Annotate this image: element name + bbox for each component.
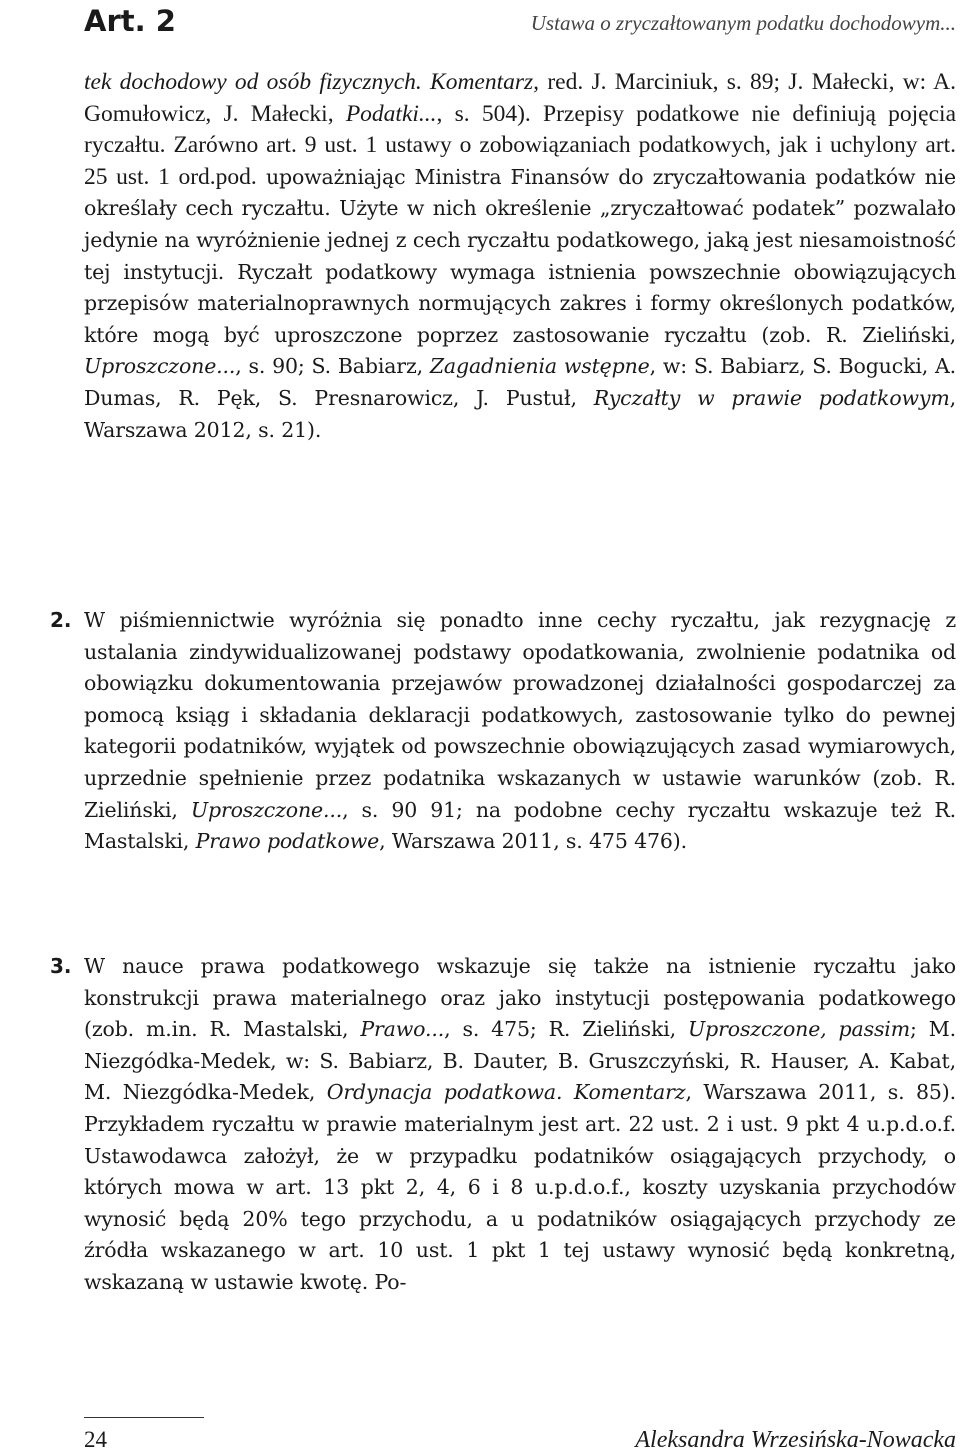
lead-italic-title: Podatki... [345,100,437,127]
commentary-item-2 [50,605,956,858]
italic-citation-3: Ryczałty w prawie podatkowym [593,385,950,410]
commentary-item-3 [50,951,956,1299]
item-text-2: , s. 475; R. Zieliński, [444,1017,688,1042]
footer-rule [84,1417,204,1418]
italic-citation-1: Uproszczone... [84,354,236,379]
item-text-4: , Warszawa 2011, s. 85). Przykładem ryczałtu w prawie materialnym jest art. 22 ust. 2 i ust. 9 pkt 4 u.p.d.o.f. Ustawodawca założył, że w przypadku podatników osiągających przychody, o których mowa w art. 13 pkt 2, 4, 6 i 8 u.p.d.o.f., koszty uzyskania przychodów wynosić będą 20% tego przychodu, a u podatników osiągających przychody ze źródła wskazanego w art. 10 ust. 1 pkt 1 tej ustawy wynosić będą konkretną, wskazaną w ustawie kwotę. Po- [84,1080,956,1294]
item-italic-2: Prawo podatkowe [195,829,380,854]
author-name: Aleksandra Wrzesińska-Nowacka [635,1427,956,1453]
continuation-paragraph [84,67,956,446]
item-number: 2. [50,608,72,632]
lead-text-part2: red. J. Marciniuk, s. 89; J. Małecki, w: A. Gomułowicz, J. Małecki, [84,69,956,127]
article-label: Art. 2 [84,4,176,38]
item-text-3: ; M. Niezgódka-Medek, w: S. Babiarz, B. Dauter, B. Gruszczyński, R. Hauser, A. Kabat, M. Niezgódka-Medek, [84,1017,956,1105]
lead-text-part3: , s. 504). Przepisy podatkowe nie definiują pojęcia ryczałtu. Zarówno art. 9 ust. 1 ustawy o zobowiązaniach podatkowych, jak i uchylony art. 25 ust. 1 ord.pod. [84,100,956,190]
item-body [84,605,956,858]
page-header [84,2,956,44]
body-text-4: , Warszawa 2012, s. 21). [84,385,957,442]
item-number: 3. [50,954,72,978]
running-title: Ustawa o zryczałtowanym podatku dochodowym... [530,11,956,35]
item-text-1: W piśmiennictwie wyróżnia się ponadto inne cechy ryczałtu, jak rezygnację z ustalania zindywidualizowanej podstawy opodatkowania, zwolnienie podatnika od obowiązku dokumentowania przejawów prowadzonej działalności gospodarczej za pomocą ksiąg i składania deklaracji podatkowych, zastosowanie tylko do pewnej kategorii podatników, wyjątek od powszechnie obowiązujących zasad wymiarowych, uprzednie spełnienie przez podatnika wskazanych w ustawie warunków (zob. R. Zieliński, [84,608,956,822]
italic-citation-2: Zagadnienia wstępne [429,354,650,379]
item-italic-1: Prawo... [360,1017,445,1042]
body-text-2: , s. 90; S. Babiarz, [235,354,430,379]
item-body [84,951,956,1299]
body-text-3: , w: S. Babiarz, S. Bogucki, A. Dumas, R. Pęk, S. Presnarowicz, J. Pustuł, [84,354,956,410]
lead-italic-part1: tek dochodowy od osób fizycznych. Komentarz, [84,69,540,95]
page-number: 24 [84,1427,107,1452]
body-text-1: upoważniając Ministra Finansów do zryczałtowania podatków nie określały cech ryczałtu. Użyte w nich określenie „zryczałtować podatek” pozwalało jedynie na wyróżnienie jednej z cech ryczałtu podatkowego, jaką jest niesamoistność tej instytucji. Ryczałt podatkowy wymaga istnienia powszechnie obowiązujących przepisów materialnoprawnych normujących zakres i formy określonych podatków, które mogą być uproszczone poprzez zastosowanie ryczałtu (zob. R. Zieliński, [84,164,957,347]
item-text-1: W nauce prawa podatkowego wskazuje się także na istnienie ryczałtu jako konstrukcji prawa materialnego oraz jako instytucji postępowania podatkowego (zob. m.in. R. Mastalski, [84,954,956,1042]
item-italic-1: Uproszczone... [190,797,343,822]
item-text-2: , s. 90 91; na podobne cechy ryczałtu wskazuje też R. Mastalski, [84,797,956,854]
item-italic-2: Uproszczone, passim [688,1017,911,1042]
item-text-3: , Warszawa 2011, s. 475 476). [379,829,687,854]
item-italic-3: Ordynacja podatkowa. Komentarz [326,1080,686,1105]
